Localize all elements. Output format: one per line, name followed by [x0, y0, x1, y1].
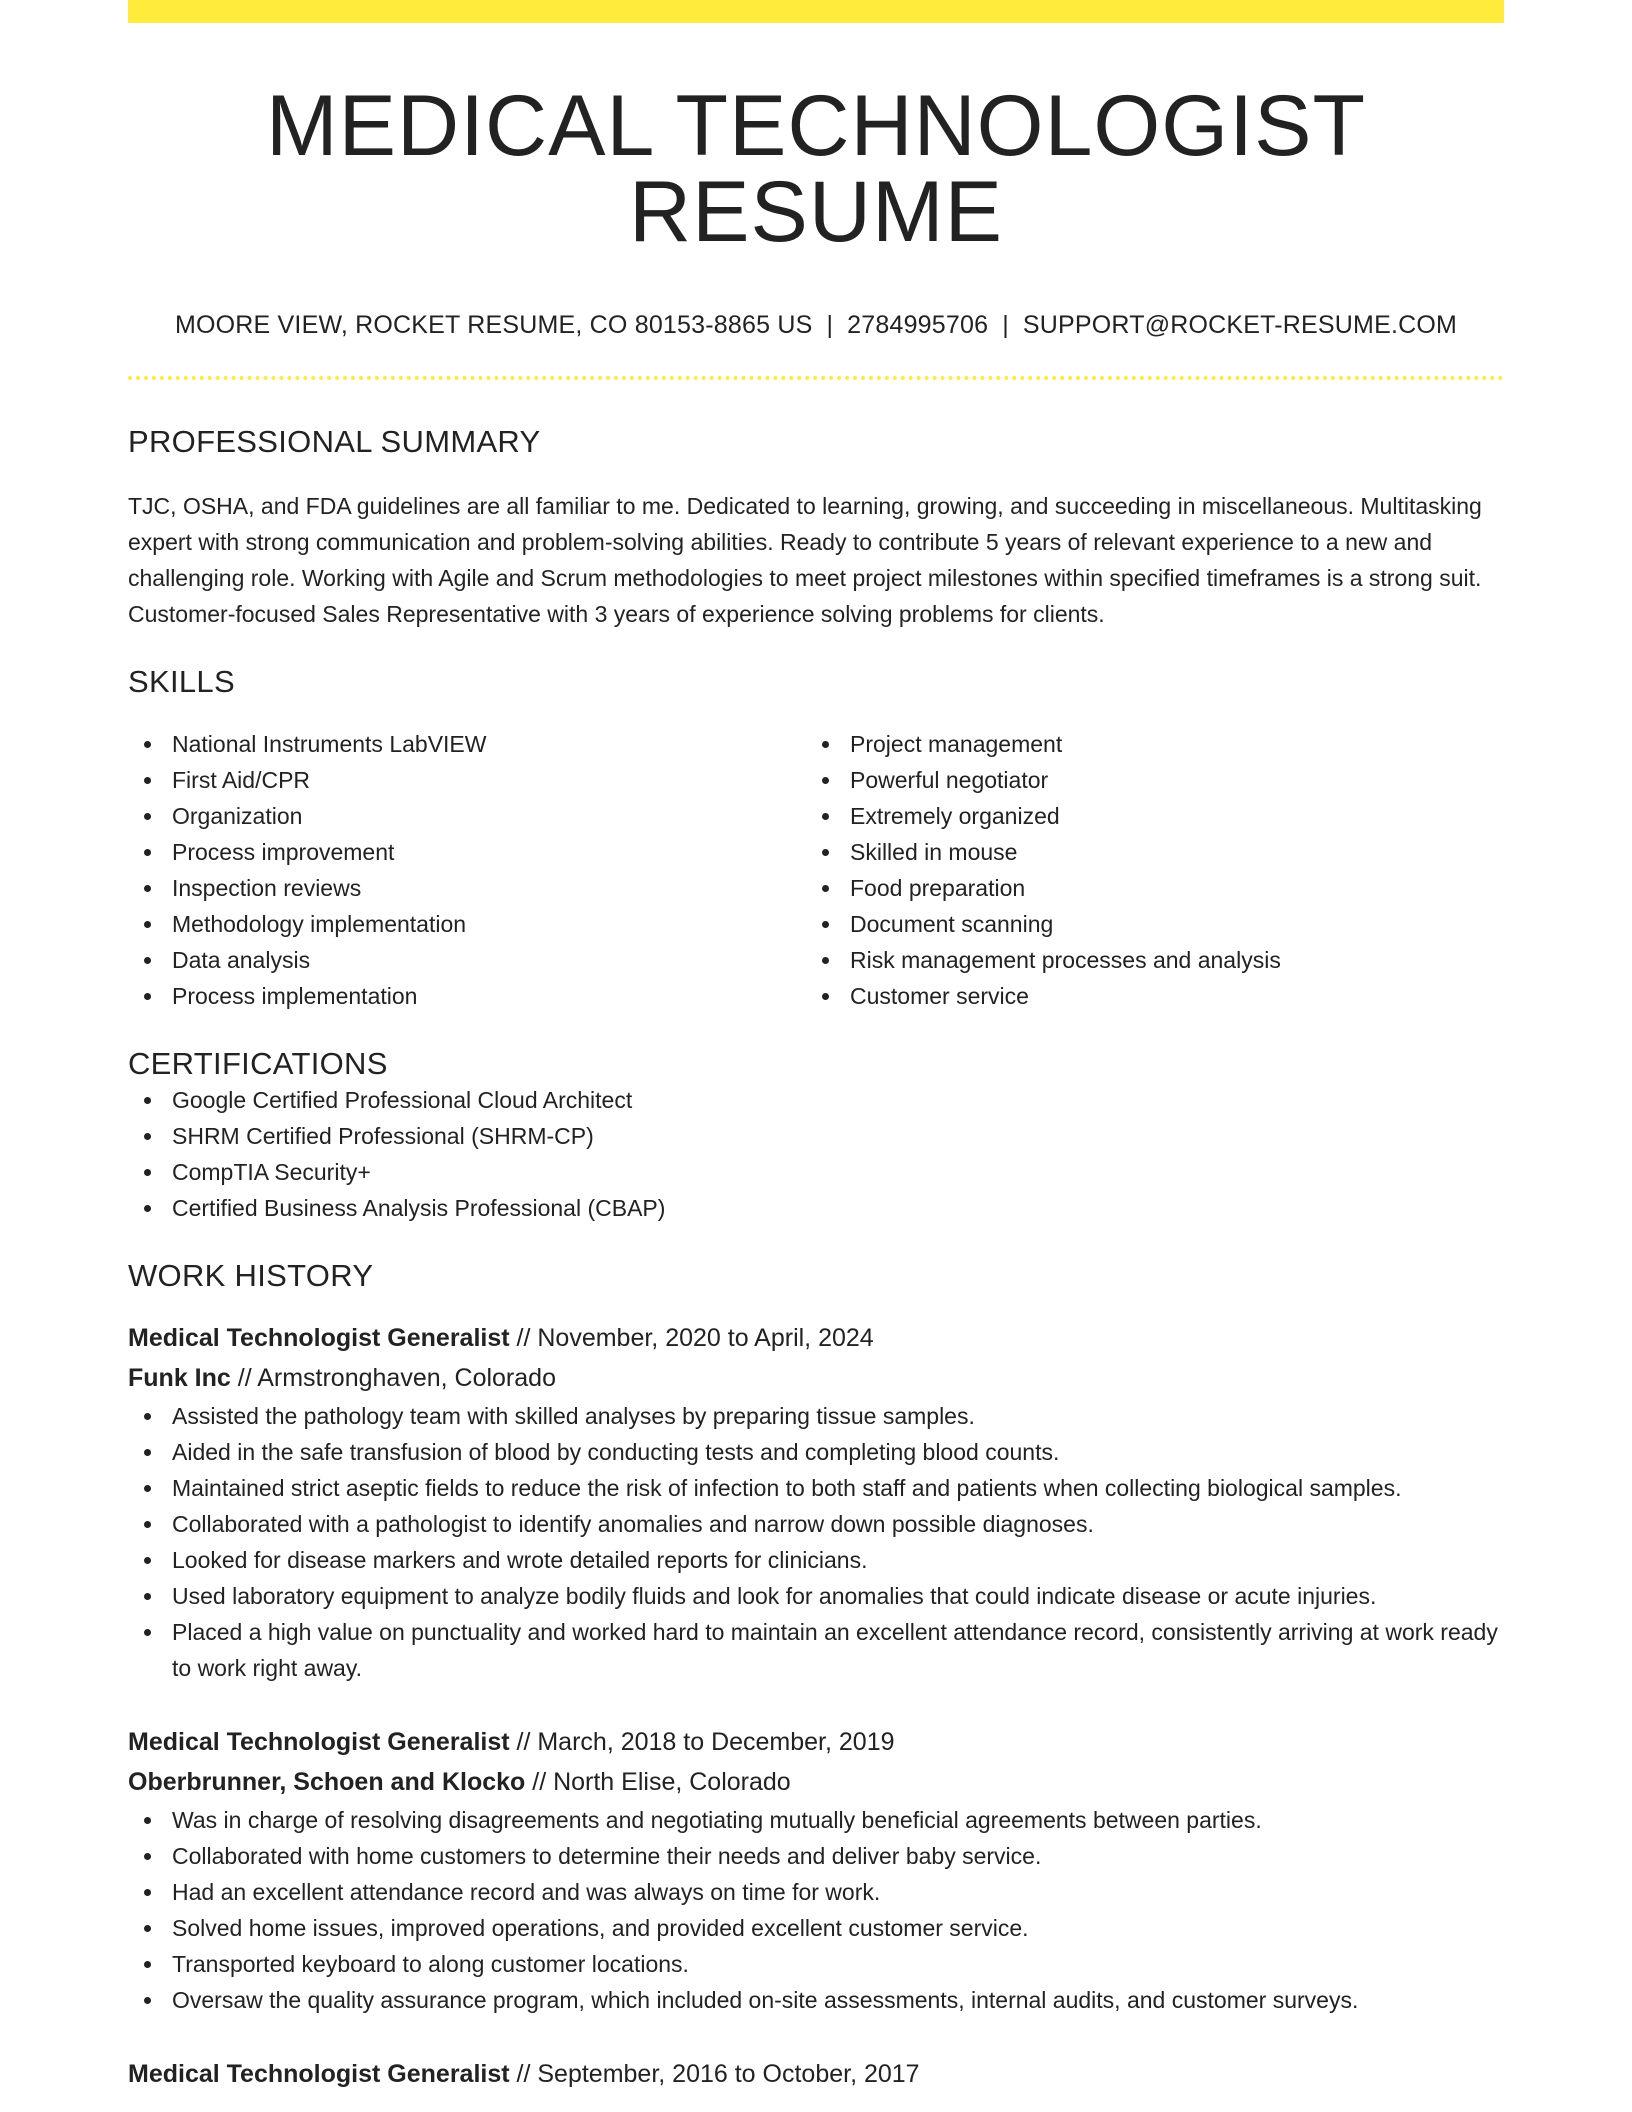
job-title-line: [128, 1722, 1504, 1762]
summary-text: TJC, OSHA, and FDA guidelines are all familiar to me. Dedicated to learning, growing, and succeeding in miscellaneous. Multitasking expert with strong communication and problem-solving abilities. Ready to contribute 5 years of relevant experience to a new and challenging role. Working with Agile and Scrum methodologies to meet project milestones within specified timeframes is a strong suit. Customer-focused Sales Representative with 3 years of experience solving problems for clients.: [128, 493, 1482, 627]
document-title: MEDICAL TECHNOLOGIST RESUME: [266, 78, 1366, 260]
work-history-heading: WORK HISTORY: [128, 1258, 374, 1293]
job-duties-list: [128, 1398, 1504, 1686]
skill-item: Process improvement: [128, 834, 806, 870]
job-duty: Oversaw the quality assurance program, which included on-site assessments, internal audits, and customer surveys.: [128, 1982, 1504, 2018]
skills-heading: SKILLS: [128, 664, 235, 699]
job-title-line: [128, 2054, 1504, 2094]
job-duty: Used laboratory equipment to analyze bodily fluids and look for anomalies that could indicate disease or acute injuries.: [128, 1578, 1504, 1614]
job-title: Medical Technologist Generalist: [128, 1324, 510, 1352]
contact-address: MOORE VIEW, ROCKET RESUME, CO 80153-8865 US: [174, 311, 813, 339]
certification-item: CompTIA Security+: [128, 1154, 1504, 1190]
skill-item: Document scanning: [806, 906, 1484, 942]
job-duty: Transported keyboard to along customer locations.: [128, 1946, 1504, 1982]
job-duty: Solved home issues, improved operations, and provided excellent customer service.: [128, 1910, 1504, 1946]
skill-item: Organization: [128, 798, 806, 834]
contact-separator: |: [1002, 311, 1009, 339]
job-duty: Collaborated with home customers to determine their needs and deliver baby service.: [128, 1838, 1504, 1874]
certifications-list: [128, 1082, 1504, 1226]
resume-page: [128, 0, 1504, 2094]
skill-item: Customer service: [806, 978, 1484, 1014]
skill-item: Extremely organized: [806, 798, 1484, 834]
job-duty: Collaborated with a pathologist to identify anomalies and narrow down possible diagnoses.: [128, 1506, 1504, 1542]
job-duty: Aided in the safe transfusion of blood by conducting tests and completing blood counts.: [128, 1434, 1504, 1470]
skill-item: Data analysis: [128, 942, 806, 978]
job-title: Medical Technologist Generalist: [128, 2060, 510, 2088]
job-dates: // November, 2020 to April, 2024: [509, 1324, 874, 1352]
contact-email: SUPPORT@ROCKET-RESUME.COM: [1022, 311, 1458, 339]
job-company-line: [128, 1358, 1504, 1398]
job-title-line: [128, 1318, 1504, 1358]
skill-item: Methodology implementation: [128, 906, 806, 942]
top-accent-bar: [128, 0, 1504, 23]
contact-separator: |: [826, 311, 834, 339]
certification-item: SHRM Certified Professional (SHRM-CP): [128, 1118, 1504, 1154]
job-company: Funk Inc: [128, 1364, 231, 1392]
job-title: Medical Technologist Generalist: [128, 1728, 510, 1756]
job-dates: // September, 2016 to October, 2017: [509, 2060, 920, 2088]
job-company: Oberbrunner, Schoen and Klocko: [128, 1768, 526, 1796]
job-location: // Armstronghaven, Colorado: [230, 1364, 556, 1392]
skills-list-left: [128, 726, 806, 1014]
job-company-line: [128, 1762, 1504, 1802]
certification-item: Certified Business Analysis Professional (CBAP): [128, 1190, 1504, 1226]
skill-item: Risk management processes and analysis: [806, 942, 1484, 978]
job-dates: // March, 2018 to December, 2019: [509, 1728, 895, 1756]
skill-item: Project management: [806, 726, 1484, 762]
skill-item: Process implementation: [128, 978, 806, 1014]
job-duty: Assisted the pathology team with skilled analyses by preparing tissue samples.: [128, 1398, 1504, 1434]
job-entry: [128, 1318, 1504, 1686]
skill-item: Powerful negotiator: [806, 762, 1484, 798]
skill-item: Skilled in mouse: [806, 834, 1484, 870]
contact-phone: 2784995706: [847, 311, 989, 339]
skills-list-right: [806, 726, 1484, 1014]
summary-heading: PROFESSIONAL SUMMARY: [128, 424, 541, 459]
skills-columns: [128, 726, 1504, 1014]
skills-column-left: [128, 726, 806, 1014]
skill-item: First Aid/CPR: [128, 762, 806, 798]
header-divider: [128, 376, 1504, 380]
job-location: // North Elise, Colorado: [525, 1768, 791, 1796]
job-duty: Had an excellent attendance record and was always on time for work.: [128, 1874, 1504, 1910]
certification-item: Google Certified Professional Cloud Architect: [128, 1082, 1504, 1118]
job-duty: Placed a high value on punctuality and worked hard to maintain an excellent attendance record, consistently arriving at work ready to work right away.: [128, 1614, 1504, 1686]
certifications-heading: CERTIFICATIONS: [128, 1046, 388, 1081]
contact-line: [128, 311, 1504, 340]
job-duty: Maintained strict aseptic fields to reduce the risk of infection to both staff and patients when collecting biological samples.: [128, 1470, 1504, 1506]
job-duty: Looked for disease markers and wrote detailed reports for clinicians.: [128, 1542, 1504, 1578]
skill-item: Inspection reviews: [128, 870, 806, 906]
skills-column-right: [806, 726, 1484, 1014]
skill-item: National Instruments LabVIEW: [128, 726, 806, 762]
job-entry: [128, 2054, 1504, 2094]
skill-item: Food preparation: [806, 870, 1484, 906]
job-duties-list: [128, 1802, 1504, 2018]
job-duty: Was in charge of resolving disagreements and negotiating mutually beneficial agreements between parties.: [128, 1802, 1504, 1838]
job-entry: [128, 1722, 1504, 2018]
